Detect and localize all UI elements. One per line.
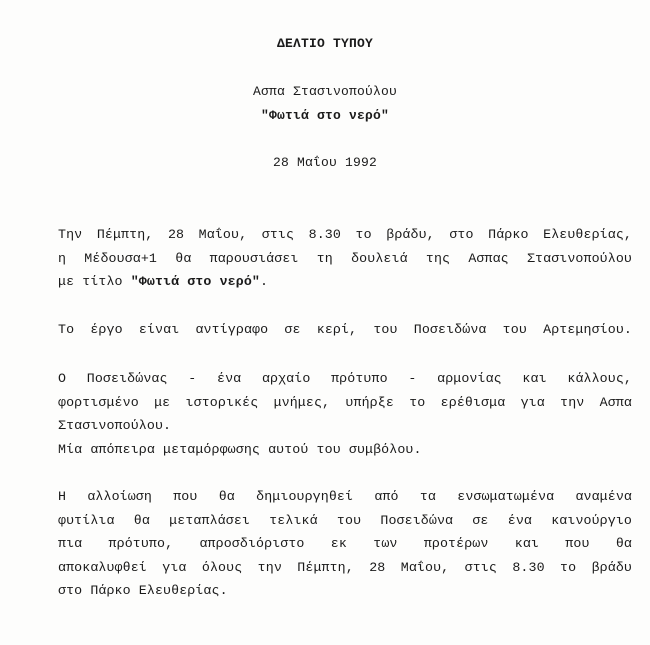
- text-line: Μία απόπειρα μεταμόρφωσης αυτού του συμβόλου.: [58, 441, 422, 457]
- text-line: Την Πέμπτη, 28 Μαΐου, στις 8.30 το βράδυ, στο Πάρκο Ελευθερίας,: [58, 227, 632, 242]
- text-line: [58, 270, 632, 294]
- text-line: πια πρότυπο, απροσδιόριστο εκ των προτέρων και που θα: [58, 536, 632, 551]
- text-line: Η αλλοίωση που θα δημιουργηθεί από τα ενσωματωμένα αναμένα: [58, 489, 632, 504]
- text-fragment: .: [260, 274, 269, 289]
- paragraph-announcement: [58, 223, 632, 294]
- text-line: φυτίλια θα μεταπλάσει τελικά του Ποσειδώνα σε ένα καινούργιο: [58, 512, 632, 528]
- work-title: "Φωτιά στο νερό": [260, 108, 390, 123]
- text-line: η Μέδουσα+1 θα παρουσιάσει τη δουλειά της Ασπας Στασινοπούλου: [58, 250, 632, 266]
- document-heading: ΔΕΛΤΙΟ ΤΥΠΟΥ: [276, 36, 373, 51]
- text-line: αποκαλυφθεί για όλους την Πέμπτη, 28 Μαΐου, στις 8.30 το βράδυ: [58, 559, 632, 575]
- artist-name: Ασπα Στασινοπούλου: [252, 84, 398, 99]
- paragraph-work-description: [58, 318, 632, 342]
- paragraph-transformation: [58, 485, 632, 603]
- text-line: Το έργο είναι αντίγραφο σε κερί, του Ποσειδώνα του Αρτεμησίου.: [58, 322, 632, 337]
- text-line: στο Πάρκο Ελευθερίας.: [58, 583, 228, 598]
- event-date: 28 Μαΐου 1992: [272, 155, 378, 170]
- text-line: φορτισμένο με ιστορικές μνήμες, υπήρξε το ερέθισμα για την Ασπα: [58, 394, 632, 410]
- work-title-inline: "Φωτιά στο νερό": [130, 274, 260, 289]
- text-fragment: με τίτλο: [58, 274, 131, 289]
- text-line: Ο Ποσειδώνας - ένα αρχαίο πρότυπο - αρμονίας και κάλλους,: [58, 371, 632, 386]
- text-line: Στασινοπούλου.: [58, 418, 172, 433]
- paragraph-inspiration: [58, 367, 632, 461]
